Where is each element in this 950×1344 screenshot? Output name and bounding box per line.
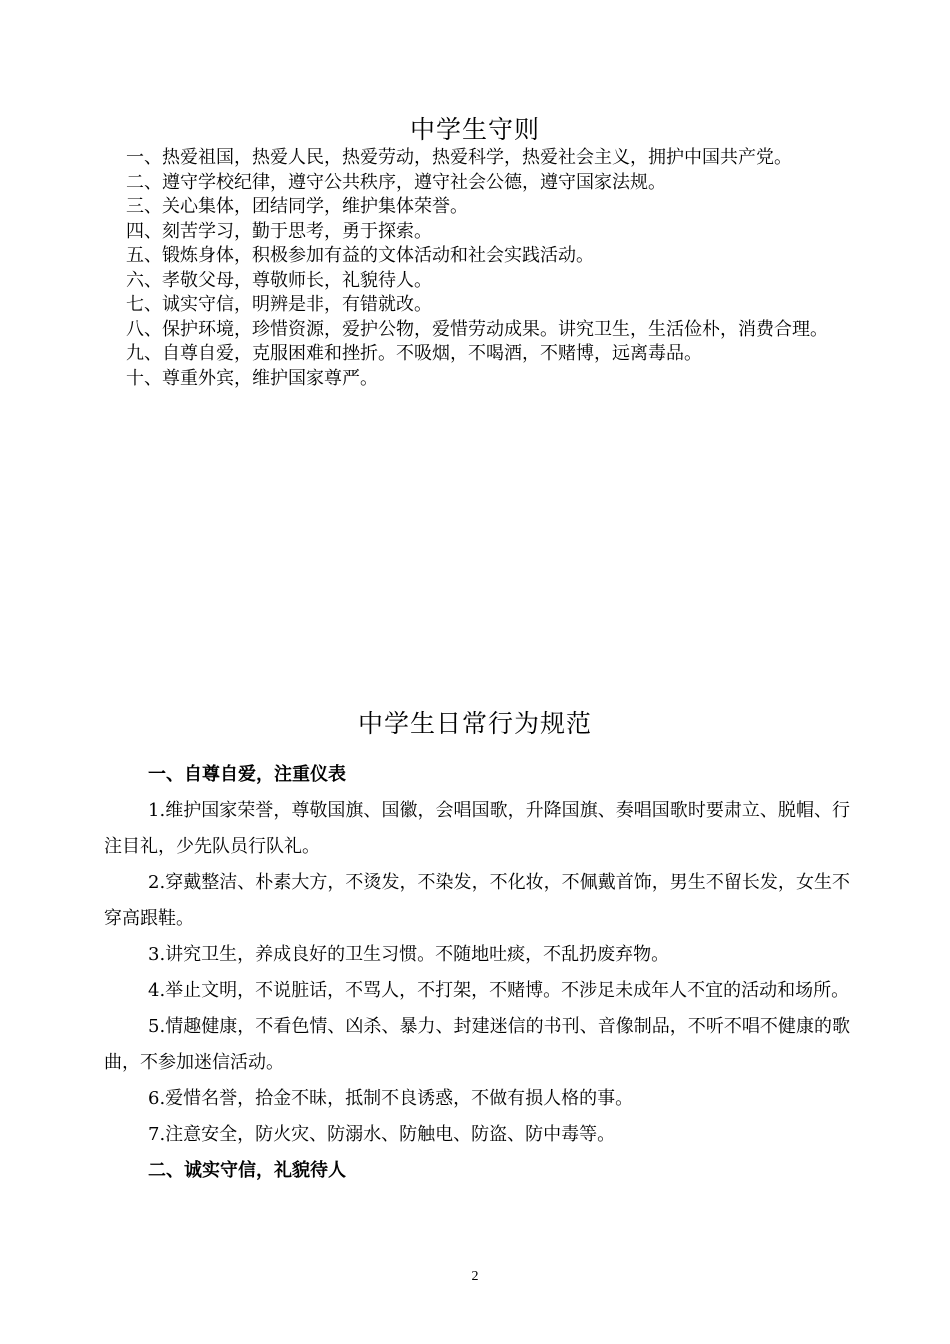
norm-item: 2.穿戴整洁、朴素大方，不烫发，不染发，不化妆，不佩戴首饰，男生不留长发，女生不穿高跟鞋。 bbox=[104, 872, 850, 929]
norm-item: 3.讲究卫生，养成良好的卫生习惯。不随地吐痰，不乱扔废弃物。 bbox=[148, 944, 670, 965]
section-heading: 二、诚实守信，礼貌待人 bbox=[148, 1160, 346, 1181]
page-number: 2 bbox=[471, 1269, 479, 1284]
rule-item: 六、孝敬父母，尊敬师长，礼貌待人。 bbox=[126, 269, 432, 291]
norm-item: 1.维护国家荣誉，尊敬国旗、国徽，会唱国歌，升降国旗、奏唱国歌时要肃立、脱帽、行注目礼，少先队员行队礼。 bbox=[104, 800, 850, 857]
rule-item: 一、热爱祖国，热爱人民，热爱劳动，热爱科学，热爱社会主义，拥护中国共产党。 bbox=[126, 147, 792, 168]
norm-item: 4.举止文明，不说脏话，不骂人，不打架，不赌博。不涉足未成年人不宜的活动和场所。 bbox=[148, 980, 850, 1001]
rule-item: 二、遵守学校纪律，遵守公共秩序，遵守社会公德，遵守国家法规。 bbox=[126, 171, 666, 193]
rules-title: 中学生守则 bbox=[409, 115, 540, 144]
rule-item: 九、自尊自爱，克服困难和挫折。不吸烟，不喝酒，不赌博，远离毒品。 bbox=[126, 343, 702, 364]
section-heading: 一、自尊自爱，注重仪表 bbox=[148, 764, 346, 785]
rule-item: 五、锻炼身体，积极参加有益的文体活动和社会实践活动。 bbox=[126, 245, 594, 266]
norm-item: 6.爱惜名誉，拾金不昧，抵制不良诱惑，不做有损人格的事。 bbox=[148, 1088, 634, 1109]
rule-item: 四、刻苦学习，勤于思考，勇于探索。 bbox=[126, 220, 432, 242]
norm-item: 5.情趣健康，不看色情、凶杀、暴力、封建迷信的书刊、音像制品，不听不唱不健康的歌曲，不参加迷信活动。 bbox=[104, 1016, 850, 1073]
rule-item: 十、尊重外宾，维护国家尊严。 bbox=[126, 367, 378, 389]
norm-item: 7.注意安全，防火灾、防溺水、防触电、防盗、防中毒等。 bbox=[148, 1124, 616, 1145]
rules-list bbox=[104, 146, 850, 391]
rule-item: 三、关心集体，团结同学，维护集体荣誉。 bbox=[126, 196, 468, 217]
norms-content bbox=[104, 757, 850, 1189]
rule-item: 七、诚实守信，明辨是非，有错就改。 bbox=[126, 294, 432, 315]
rule-item: 八、保护环境，珍惜资源，爱护公物，爱惜劳动成果。讲究卫生，生活俭朴，消费合理。 bbox=[126, 318, 828, 340]
norms-title: 中学生日常行为规范 bbox=[357, 709, 592, 738]
